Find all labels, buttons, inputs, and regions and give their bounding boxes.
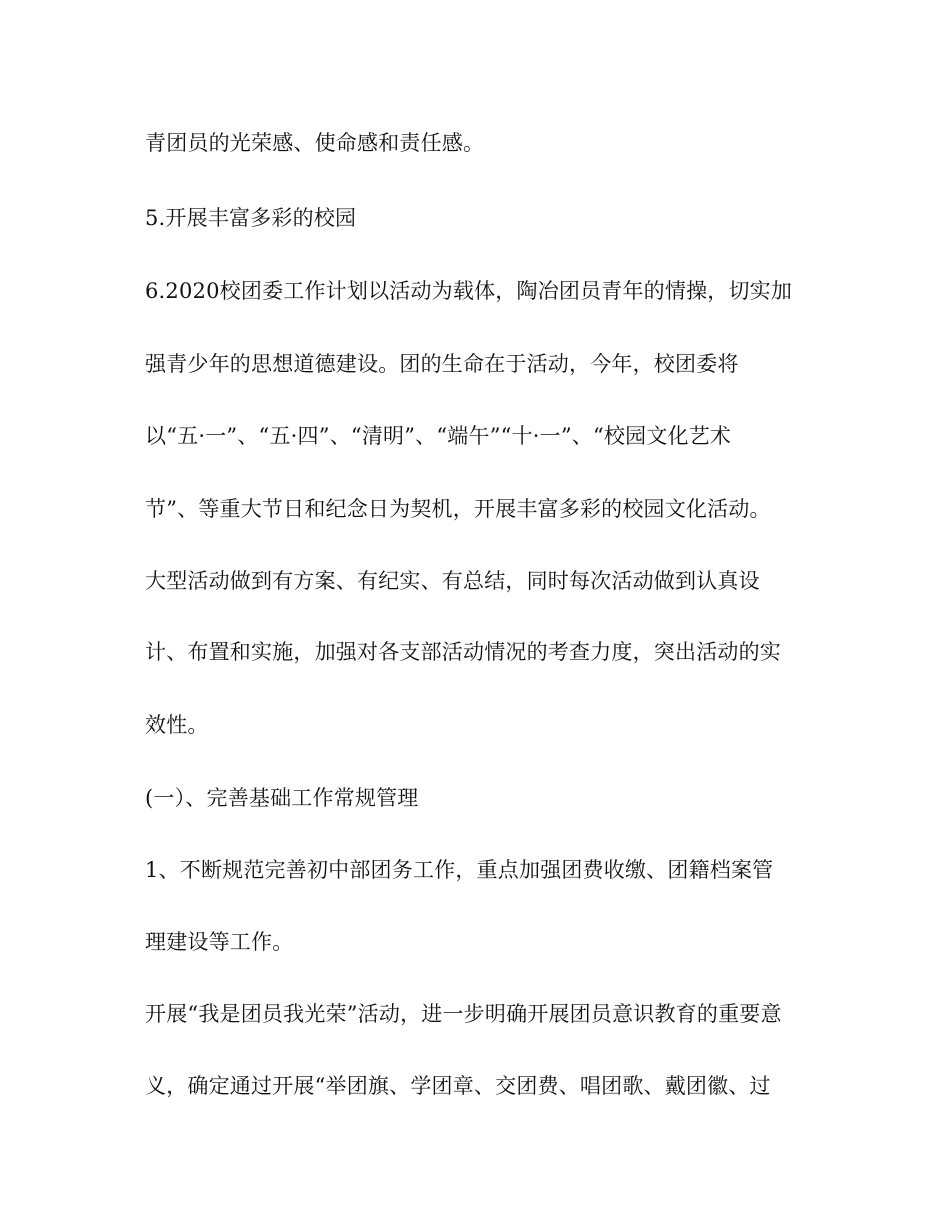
- text-line: 5.开展丰富多彩的校园: [145, 206, 357, 230]
- text-line: 计、布置和实施，加强对各支部活动情况的考查力度，突出活动的实: [145, 640, 781, 664]
- text-line: 6.2020校团委工作计划以活动为载体，陶冶团员青年的情操，切实加: [145, 279, 793, 303]
- text-line: 开展“我是团员我光荣”活动，进一步明确开展团员意识教育的重要意: [145, 1002, 782, 1026]
- text-line: 强青少年的思想道德建设。团的生命在于活动，今年，校团委将: [145, 352, 739, 376]
- text-line: 1、不断规范完善初中部团务工作，重点加强团费收缴、团籍档案管: [145, 858, 774, 882]
- text-line: 效性。: [145, 713, 209, 737]
- text-line: 义，确定通过开展“举团旗、学团章、交团费、唱团歌、戴团徽、过: [145, 1074, 771, 1098]
- text-line: 理建设等工作。: [145, 930, 294, 954]
- section-heading: (一）、完善基础工作常规管理: [145, 786, 419, 810]
- text-line: 大型活动做到有方案、有纪实、有总结，同时每次活动做到认真设: [145, 569, 760, 593]
- text-line: 青团员的光荣感、使命感和责任感。: [145, 131, 485, 155]
- text-line: 以“五·一”、“五·四”、“清明”、“端午”“十·一”、“校园文化艺术: [145, 424, 732, 448]
- text-line: 节”、等重大节日和纪念日为契机，开展丰富多彩的校园文化活动。: [145, 497, 771, 521]
